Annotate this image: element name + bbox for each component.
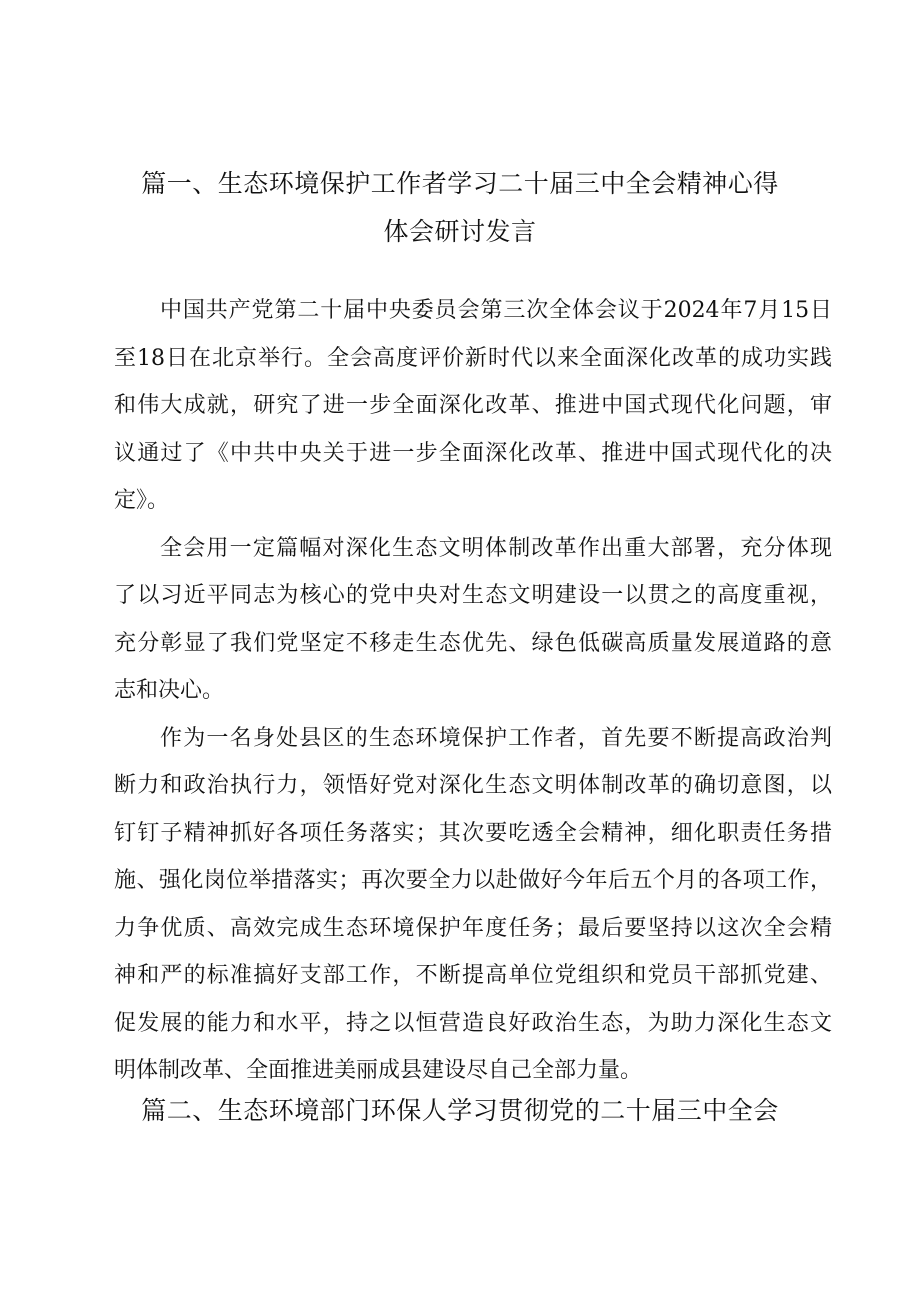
paragraph-line: 志和决心。 bbox=[114, 678, 225, 703]
paragraph-line: 促发展的能力和水平，持之以恒营造良好政治生态，为助力深化生态文 bbox=[114, 1010, 832, 1036]
paragraph-line: 充分彰显了我们党坚定不移走生态优先、绿色低碳高质量发展道路的意 bbox=[114, 630, 832, 656]
paragraph-line: 钉钉子精神抓好各项任务落实；其次要吃透全会精神，细化职责任务措 bbox=[114, 820, 832, 846]
paragraph-line: 作为一名身处县区的生态环境保护工作者，首先要不断提高政治判 bbox=[160, 725, 832, 751]
section1-body bbox=[114, 287, 832, 1095]
section1-title-line2: 体会研讨发言 bbox=[383, 217, 537, 246]
paragraph-line: 议通过了《中共中央关于进一步全面深化改革、推进中国式现代化的决 bbox=[114, 440, 832, 466]
paragraph-line: 神和严的标准搞好支部工作，不断提高单位党组织和党员干部抓党建、 bbox=[114, 963, 832, 988]
section1-title-line1: 篇一、生态环境保护工作者学习二十届三中全会精神心得 bbox=[141, 169, 779, 198]
paragraph-line: 力争优质、高效完成生态环境保护年度任务；最后要坚持以这次全会精 bbox=[114, 915, 832, 941]
paragraph-line: 明体制改革、全面推进美丽成县建设尽自己全部力量。 bbox=[114, 1058, 643, 1083]
paragraph-line: 中国共产党第二十届中央委员会第三次全体会议于2024年7月15日 bbox=[160, 298, 832, 323]
section2-title: 篇二、生态环境部门环保人学习贯彻党的二十届三中全会 bbox=[141, 1096, 779, 1125]
section1-title bbox=[0, 160, 920, 256]
paragraph-line: 施、强化岗位举措落实；再次要全力以赴做好今年后五个月的各项工作， bbox=[114, 868, 832, 893]
paragraph-2 bbox=[114, 525, 832, 715]
paragraph-line: 了以习近平同志为核心的党中央对生态文明建设一以贯之的高度重视， bbox=[114, 583, 832, 608]
paragraph-line: 定》。 bbox=[114, 488, 170, 513]
paragraph-line: 和伟大成就，研究了进一步全面深化改革、推进中国式现代化问题，审 bbox=[114, 393, 832, 418]
paragraph-3 bbox=[114, 715, 832, 1095]
paragraph-line: 全会用一定篇幅对深化生态文明体制改革作出重大部署，充分体现 bbox=[160, 535, 832, 561]
paragraph-line: 至18日在北京举行。全会高度评价新时代以来全面深化改革的成功实践 bbox=[114, 345, 832, 371]
paragraph-1 bbox=[114, 287, 832, 525]
paragraph-line: 断力和政治执行力，领悟好党对深化生态文明体制改革的确切意图，以 bbox=[114, 773, 832, 798]
